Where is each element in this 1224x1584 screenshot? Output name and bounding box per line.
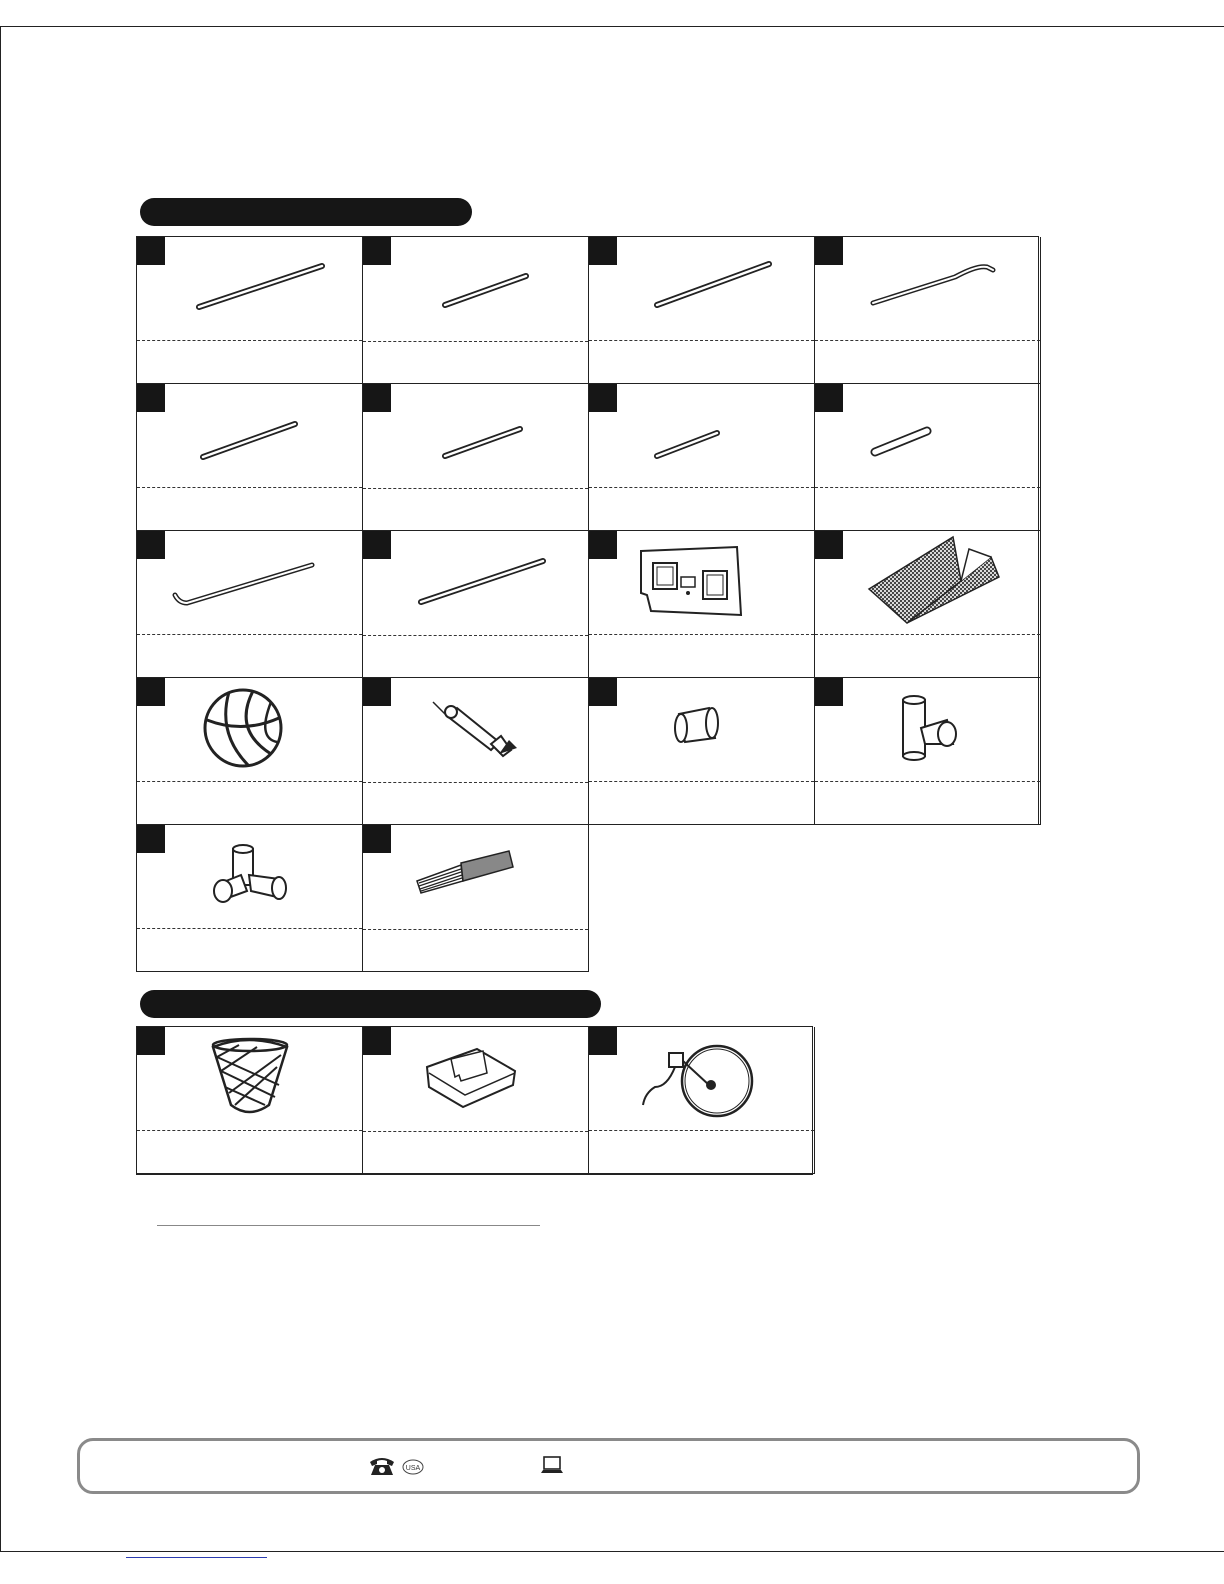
preassembled-part-cell	[363, 1027, 589, 1174]
part-cell	[815, 531, 1041, 678]
part-illustration	[589, 237, 815, 337]
part-illustration	[815, 531, 1041, 631]
preassembled-section-header	[140, 990, 601, 1018]
dashed-divider	[363, 1131, 588, 1132]
part-cell	[363, 825, 589, 972]
dashed-divider	[363, 929, 588, 930]
dashed-divider	[589, 781, 814, 782]
part-illustration	[363, 678, 589, 778]
part-cell	[815, 237, 1041, 384]
customer-support-box	[77, 1438, 1140, 1494]
dashed-divider	[137, 1130, 362, 1131]
dashed-divider	[137, 487, 362, 488]
part-cell	[137, 825, 363, 972]
dashed-divider	[589, 634, 814, 635]
dashed-divider	[137, 340, 362, 341]
part-cell	[815, 678, 1041, 825]
part-cell	[137, 384, 363, 531]
part-illustration	[589, 384, 815, 484]
part-illustration	[137, 531, 363, 631]
part-illustration	[137, 1027, 363, 1127]
dashed-divider	[363, 635, 588, 636]
dashed-divider	[363, 488, 588, 489]
part-cell	[137, 678, 363, 825]
part-illustration	[137, 237, 363, 337]
usa-badge	[402, 1459, 424, 1480]
laptop-icon	[540, 1455, 564, 1482]
part-illustration	[363, 384, 589, 484]
part-cell	[589, 384, 815, 531]
part-cell	[137, 531, 363, 678]
part-cell	[815, 384, 1041, 531]
dashed-divider	[137, 928, 362, 929]
part-illustration	[137, 825, 363, 925]
dashed-divider	[589, 487, 814, 488]
part-cell	[363, 384, 589, 531]
part-cell	[589, 531, 815, 678]
part-illustration	[589, 531, 815, 631]
dashed-divider	[363, 782, 588, 783]
dashed-divider	[137, 634, 362, 635]
part-cell	[137, 237, 363, 384]
part-illustration	[363, 825, 589, 925]
preassembled-part-cell	[137, 1027, 363, 1174]
separator-line	[157, 1225, 540, 1226]
footer-link-underline[interactable]	[126, 1557, 267, 1558]
part-illustration	[815, 384, 1041, 484]
dashed-divider	[815, 487, 1040, 488]
part-cell	[363, 678, 589, 825]
part-illustration	[589, 1027, 815, 1127]
part-illustration	[815, 237, 1041, 337]
svg-text:USA: USA	[405, 1465, 421, 1472]
parts-section-header	[140, 198, 472, 226]
dashed-divider	[815, 634, 1040, 635]
part-illustration	[363, 1027, 589, 1127]
dashed-divider	[815, 781, 1040, 782]
part-cell	[363, 237, 589, 384]
part-illustration	[363, 531, 589, 631]
part-illustration	[137, 384, 363, 484]
page-border-bottom	[0, 1551, 1224, 1552]
preassembled-part-cell	[589, 1027, 815, 1174]
telephone-icon	[368, 1455, 396, 1482]
dashed-divider	[589, 340, 814, 341]
part-cell	[589, 237, 815, 384]
part-illustration	[363, 237, 589, 337]
part-cell	[589, 678, 815, 825]
page-border-top	[0, 26, 1224, 27]
part-illustration	[137, 678, 363, 778]
part-illustration	[589, 678, 815, 778]
dashed-divider	[815, 340, 1040, 341]
part-cell	[363, 531, 589, 678]
dashed-divider	[589, 1130, 814, 1131]
page-border-left	[0, 26, 1, 1552]
part-illustration	[815, 678, 1041, 778]
dashed-divider	[137, 781, 362, 782]
dashed-divider	[363, 341, 588, 342]
